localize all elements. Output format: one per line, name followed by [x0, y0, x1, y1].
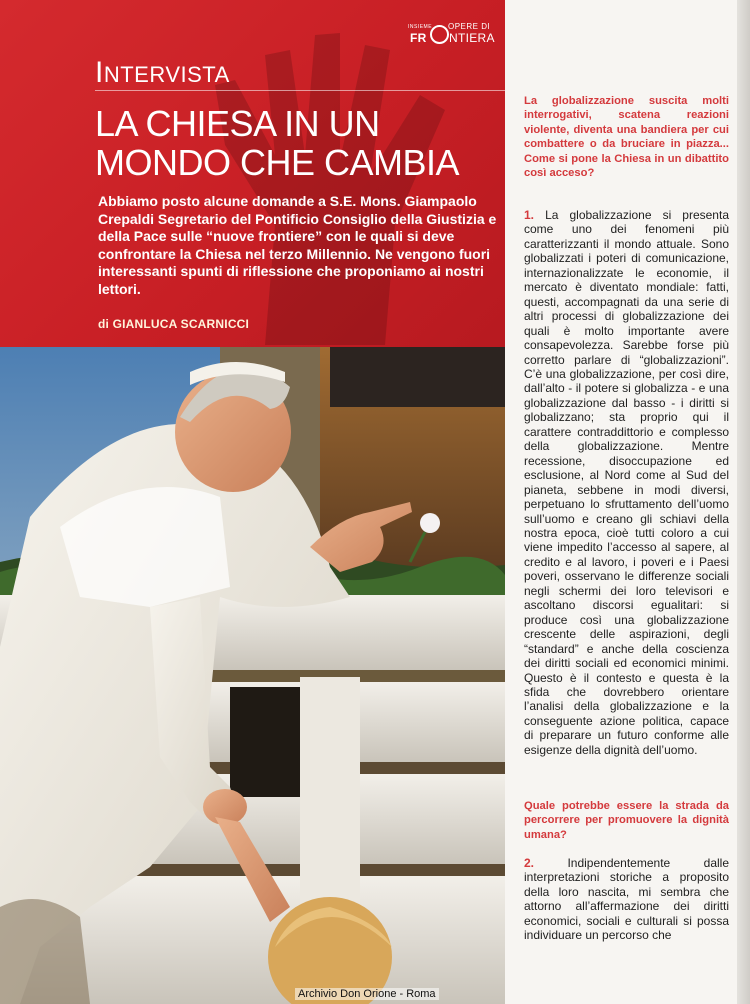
answer-1 [524, 208, 729, 757]
logo-fr-text: FR [410, 31, 427, 45]
answer-1-text: La globalizzazione si presenta come uno dei fenomeni più caratterizzanti il mondo attuale. Sono globalizzati i poteri di comunicazione, internazionalizzate le economie, il mercato è diventato mondiale: fatti, questi, accompagnati da una serie di altri processi di globalizzazione dei quali è molto importante avere consapevolezza. Sarebbe forse più corretto parlare di “globalizzazioni”. C’è una globalizzazione, per così dire, dall’alto - il potere si globalizza - e una globalizzazione dal basso - i diritti si globalizzano; sta proprio qui il carattere contraddittorio e complesso della globalizzazione. Mentre recessione, disoccupazione ed esclusione, al Nord come al Sud del pianeta, sebbene in modi diversi, perpetuano lo sfruttamento dell’uomo sull’uomo e creano gli schiavi della nostra epoca, cioè tutti coloro a cui viene impedito l’accesso al sapere, al credito e al lavoro, i poveri e i Paesi poveri, osservano le differenze sociali negli schermi dei loro televisori e ascoltano discorsi egualitari: si produce così una globalizzazione crescente delle aspirazioni, degli “standard” e anche della coscienza dei diritti sociali ed economici minimi. Questo è il contesto e questa è la sfida che dovrebbero orientare l’analisi della globalizzazione e la conseguente azione politica, capace di preparare un futuro conforme alle esigenze della dignità dell’uomo. [524, 208, 729, 757]
title-line-1: LA CHIESA IN UN [95, 103, 380, 144]
opere-di-frontiera-logo [408, 22, 498, 46]
photo-illustration [0, 347, 505, 1004]
archive-footer: Archivio Don Orione - Roma [295, 988, 439, 1000]
logo-circle-icon [430, 25, 449, 44]
answer-2 [524, 856, 729, 943]
page-gutter [737, 0, 750, 1004]
logo-top-text: OPERE DI [448, 22, 491, 31]
article-header [0, 0, 505, 347]
answer-1-number: 1. [524, 208, 535, 222]
question-1: La globalizzazione suscita molti interrogativi, scatena reazioni violente, diventa una bandiera per cui combattere o da bruciare in piazza... Come si pone la Chiesa in un dibattito così acceso? [524, 95, 729, 180]
article-text-column [505, 0, 737, 1004]
answer-2-text: Indipendentemente dalle interpretazioni storiche a proposito della loro nascita, mi sembra che attorno all’affermazione dei diritti economici, sociali e culturali si possa individuare un percorso che [524, 856, 729, 943]
question-2: Quale potrebbe essere la strada da percorrere per promuovere la dignità umana? [524, 800, 729, 841]
section-divider [95, 90, 505, 91]
logo-ntiera-text: NTIERA [449, 31, 495, 45]
section-initial: I [95, 56, 104, 89]
logo-small-text: INSIEME [408, 24, 433, 30]
article-intro: Abbiamo posto alcune domande a S.E. Mons. Giampaolo Crepaldi Segretario del Pontificio Consiglio della Giustizia e della Pace sulle “nuove frontiere” con le quali si deve confrontare la Chiesa nel terzo Millennio. Ne vengono fuori interessanti spunti di riflessione che proponiamo ai nostri lettori. [98, 193, 497, 297]
pope-greeting-child-photo [0, 347, 505, 1004]
title-line-2: MONDO CHE CAMBIA [95, 142, 460, 183]
answer-2-number: 2. [524, 856, 535, 870]
section-rest: NTERVISTA [103, 62, 230, 87]
section-label [95, 56, 230, 90]
article-byline: di GIANLUCA SCARNICCI [98, 317, 250, 331]
article-title [95, 104, 495, 182]
